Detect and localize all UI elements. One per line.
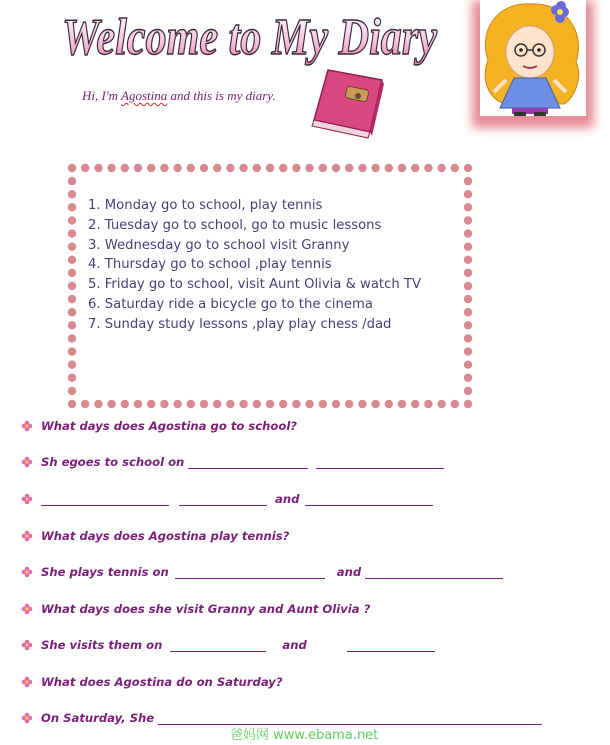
- answer-and: and: [275, 492, 300, 506]
- border-dot: [358, 164, 366, 172]
- border-dot: [332, 400, 340, 408]
- border-dot: [68, 216, 76, 224]
- border-dot: [68, 242, 76, 250]
- question-1: What days does Agostina go to school?: [41, 419, 298, 433]
- border-dot: [464, 374, 472, 382]
- border-dot: [437, 400, 445, 408]
- border-dot: [319, 400, 327, 408]
- border-dot: [187, 164, 195, 172]
- border-dot: [358, 400, 366, 408]
- border-dot: [68, 269, 76, 277]
- border-dot: [200, 164, 208, 172]
- border-dot: [94, 400, 102, 408]
- border-dot: [68, 308, 76, 316]
- border-dot: [464, 177, 472, 185]
- border-dot: [292, 164, 300, 172]
- schedule-item: 7. Sunday study lessons ,play play chess /dad: [88, 316, 392, 332]
- border-dot: [464, 295, 472, 303]
- question-row: [20, 526, 289, 546]
- border-dot: [464, 256, 472, 264]
- flower-bullet-icon: [20, 565, 34, 579]
- border-dot: [411, 164, 419, 172]
- answer-row: [20, 489, 433, 509]
- border-dot: [68, 295, 76, 303]
- border-dot: [464, 334, 472, 342]
- answer-blank[interactable]: [316, 456, 444, 469]
- intro-pre: Hi, I'm: [82, 88, 122, 103]
- border-dot: [398, 164, 406, 172]
- border-dot: [200, 400, 208, 408]
- border-dot: [134, 164, 142, 172]
- border-dot: [464, 308, 472, 316]
- border-dot: [253, 400, 261, 408]
- border-dot: [81, 164, 89, 172]
- border-dot: [411, 400, 419, 408]
- border-dot: [213, 400, 221, 408]
- answer-4-text: On Saturday, She: [41, 711, 155, 725]
- flower-bullet-icon: [20, 602, 34, 616]
- border-dot: [121, 400, 129, 408]
- schedule-item: 2. Tuesday go to school, go to music lessons: [88, 217, 382, 233]
- border-dot: [68, 347, 76, 355]
- border-dot: [292, 400, 300, 408]
- intro-name: Agostina: [121, 88, 168, 103]
- border-dot: [81, 400, 89, 408]
- border-dot: [147, 400, 155, 408]
- border-dot: [305, 164, 313, 172]
- border-dot: [68, 190, 76, 198]
- schedule-item: 6. Saturday ride a bicycle go to the cinema: [88, 296, 373, 312]
- border-dot: [464, 387, 472, 395]
- border-dot: [160, 164, 168, 172]
- border-dot: [160, 400, 168, 408]
- answer-blank[interactable]: [158, 712, 542, 725]
- flower-bullet-icon: [20, 419, 34, 433]
- border-dot: [173, 400, 181, 408]
- question-row: [20, 672, 283, 692]
- answer-blank[interactable]: [188, 456, 308, 469]
- border-dot: [464, 203, 472, 211]
- footer-watermark: 爸妈网 www.ebama.net: [230, 728, 379, 743]
- border-dot: [464, 229, 472, 237]
- border-dot: [226, 164, 234, 172]
- border-dot: [305, 400, 313, 408]
- answer-blank[interactable]: [175, 566, 325, 579]
- flower-bullet-icon: [20, 529, 34, 543]
- question-row: [20, 416, 297, 436]
- question-3: What days does she visit Granny and Aunt Olivia ?: [41, 602, 371, 616]
- border-dot: [239, 164, 247, 172]
- border-dot: [371, 164, 379, 172]
- diary-book-icon: [310, 66, 390, 138]
- border-dot: [319, 164, 327, 172]
- border-dot: [68, 360, 76, 368]
- title-text: Welcome to My Diary: [62, 9, 438, 66]
- border-dot: [68, 164, 76, 172]
- answer-blank[interactable]: [347, 639, 435, 652]
- question-2: What days does Agostina play tennis?: [41, 529, 290, 543]
- border-dot: [173, 164, 181, 172]
- border-dot: [187, 400, 195, 408]
- answer-blank[interactable]: [365, 566, 503, 579]
- border-dot: [451, 164, 459, 172]
- border-dot: [121, 164, 129, 172]
- schedule-item: 5. Friday go to school, visit Aunt Olivia & watch TV: [88, 277, 421, 293]
- border-dot: [107, 400, 115, 408]
- answer-and: and: [336, 565, 362, 579]
- answer-blank[interactable]: [170, 639, 266, 652]
- schedule-item: 3. Wednesday go to school visit Granny: [88, 237, 350, 253]
- answer-row: [20, 452, 444, 472]
- border-dot: [68, 387, 76, 395]
- answer-blank[interactable]: [179, 493, 267, 506]
- answer-and: and: [282, 638, 307, 652]
- flower-bullet-icon: [20, 675, 34, 689]
- border-dot: [279, 400, 287, 408]
- flower-bullet-icon: [20, 455, 34, 469]
- flower-bullet-icon: [20, 638, 34, 652]
- border-dot: [266, 400, 274, 408]
- schedule-item: 4. Thursday go to school ,play tennis: [88, 257, 332, 273]
- border-dot: [68, 177, 76, 185]
- border-dot: [464, 164, 472, 172]
- border-dot: [464, 269, 472, 277]
- answer-blank[interactable]: [305, 493, 433, 506]
- answer-row: [20, 562, 503, 582]
- border-dot: [464, 242, 472, 250]
- border-dot: [68, 374, 76, 382]
- intro-post: and this is my diary.: [167, 88, 276, 103]
- answer-2-text: She plays tennis on: [41, 565, 169, 579]
- border-dot: [424, 164, 432, 172]
- border-dot: [332, 164, 340, 172]
- page-title: [62, 2, 442, 72]
- border-dot: [398, 400, 406, 408]
- intro-line: [82, 88, 276, 104]
- border-dot: [385, 400, 393, 408]
- border-dot: [371, 400, 379, 408]
- border-dot: [68, 321, 76, 329]
- border-dot: [464, 321, 472, 329]
- border-dot: [464, 360, 472, 368]
- border-dot: [68, 282, 76, 290]
- border-dot: [68, 203, 76, 211]
- border-dot: [253, 164, 261, 172]
- border-dot: [147, 164, 155, 172]
- border-dot: [213, 164, 221, 172]
- girl-portrait-icon: [468, 0, 598, 132]
- border-dot: [464, 190, 472, 198]
- border-dot: [464, 400, 472, 408]
- border-dot: [385, 164, 393, 172]
- border-dot: [345, 400, 353, 408]
- question-row: [20, 599, 370, 619]
- answer-1-text: Sh egoes to school on: [41, 455, 185, 469]
- answer-blank[interactable]: [41, 493, 169, 506]
- border-dot: [68, 334, 76, 342]
- border-dot: [464, 282, 472, 290]
- flower-bullet-icon: [20, 492, 34, 506]
- schedule-item: 1. Monday go to school, play tennis: [88, 198, 323, 213]
- border-dot: [68, 400, 76, 408]
- border-dot: [345, 164, 353, 172]
- border-dot: [464, 347, 472, 355]
- answer-row: [20, 635, 435, 655]
- border-dot: [279, 164, 287, 172]
- border-dot: [451, 400, 459, 408]
- border-dot: [94, 164, 102, 172]
- schedule-list: [88, 196, 421, 335]
- question-4: What does Agostina do on Saturday?: [41, 675, 283, 689]
- border-dot: [239, 400, 247, 408]
- border-dot: [464, 216, 472, 224]
- border-dot: [437, 164, 445, 172]
- flower-bullet-icon: [20, 711, 34, 725]
- border-dot: [68, 229, 76, 237]
- answer-3-text: She visits them on: [41, 638, 163, 652]
- border-dot: [107, 164, 115, 172]
- border-dot: [134, 400, 142, 408]
- border-dot: [424, 400, 432, 408]
- border-dot: [68, 256, 76, 264]
- border-dot: [226, 400, 234, 408]
- border-dot: [266, 164, 274, 172]
